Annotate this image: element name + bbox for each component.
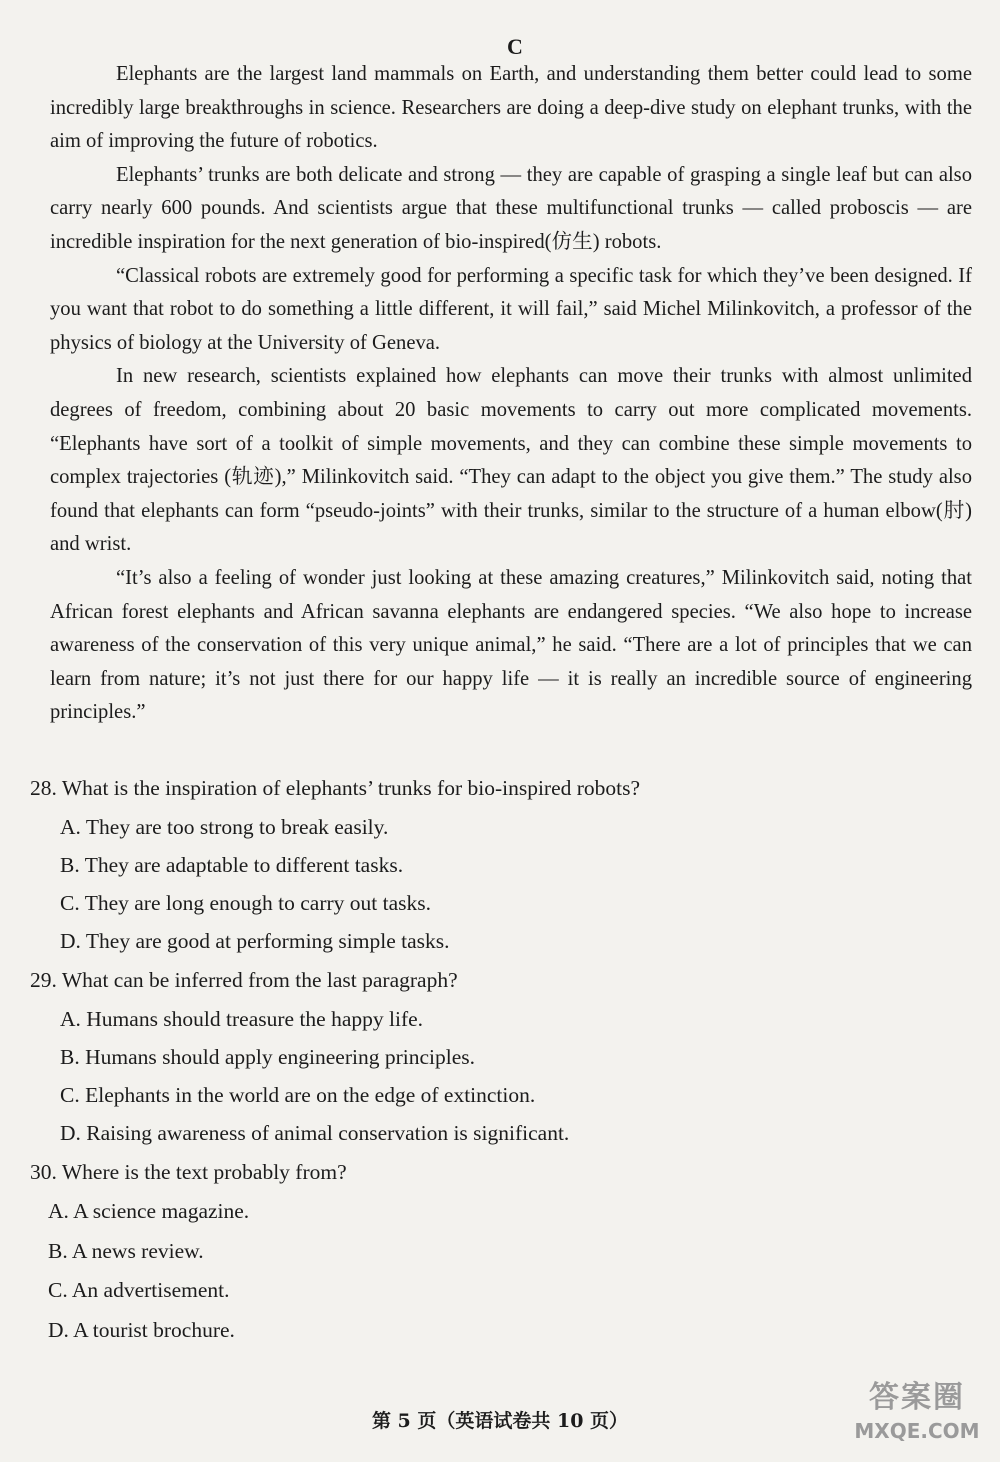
question-stem: 29. What can be inferred from the last paragraph? xyxy=(30,968,458,992)
option-d: D. Raising awareness of animal conservation is significant. xyxy=(60,1121,570,1145)
question-stem: 28. What is the inspiration of elephants’ trunks for bio-inspired robots? xyxy=(30,776,641,800)
paragraph-2: Elephants’ trunks are both delicate and strong — they are capable of grasping a single leaf but can also carry nearly 600 pounds. And scientists argue that these multifunctional trunks — called proboscis — are incredible inspiration for the next generation of bio-inspired(仿生) robots. xyxy=(50,163,972,253)
option-b: B. They are adaptable to different tasks. xyxy=(60,853,404,877)
watermark-logo: 答案圈 xyxy=(869,1380,965,1415)
watermark-url: MXQE.COM xyxy=(854,1419,980,1443)
question-29 xyxy=(30,960,970,1152)
option-b: B. A news review. xyxy=(48,1238,204,1263)
option-d: D. A tourist brochure. xyxy=(48,1317,235,1342)
question-28 xyxy=(30,768,970,960)
paragraph-3: “Classical robots are extremely good for performing a specific task for which they’ve been designed. If you want that robot to do something a little different, it will fail,” said Michel Milinkovitch, a professor of the physics of biology at the University of Geneva. xyxy=(50,264,972,354)
watermark xyxy=(842,1378,992,1456)
question-stem: 30. Where is the text probably from? xyxy=(30,1160,347,1184)
paragraph-5: “It’s also a feeling of wonder just looking at these amazing creatures,” Milinkovitch said, noting that African forest elephants and African savanna elephants are endangered species. “We also hope to increase awareness of the conservation of this very unique animal,” he said. “There are a lot of principles that we can learn from nature; it’s not just there for our happy life — it is really an incredible source of engineering principles.” xyxy=(50,566,972,724)
option-c: C. An advertisement. xyxy=(48,1278,230,1302)
paragraph-4: In new research, scientists explained how elephants can move their trunks with almost unlimited degrees of freedom, combining about 20 basic movements to carry out more complicated movements. “Elephants have sort of a toolkit of simple movements, and they can combine these simple movements to complex trajectories (轨迹),” Milinkovitch said. “They can adapt to the object you give them.” The study also found that elephants can form “pseudo-joints” with their trunks, similar to the structure of a human elbow(肘) and wrist. xyxy=(50,365,972,556)
option-b: B. Humans should apply engineering principles. xyxy=(60,1045,475,1069)
reading-passage xyxy=(50,58,972,730)
option-c: C. They are long enough to carry out tasks. xyxy=(60,891,431,915)
section-label: C xyxy=(507,34,523,59)
page-footer: 第 5 页（英语试卷共 10 页） xyxy=(371,1410,629,1432)
option-a: A. A science magazine. xyxy=(48,1199,250,1223)
option-a: A. They are too strong to break easily. xyxy=(60,815,389,839)
question-list xyxy=(30,768,970,1350)
option-d: D. They are good at performing simple tasks. xyxy=(60,929,450,953)
question-30 xyxy=(30,1152,970,1350)
paragraph-1: Elephants are the largest land mammals on Earth, and understanding them better could lead to some incredibly large breakthroughs in science. Researchers are doing a deep-dive study on elephant trunks, with the aim of improving the future of robotics. xyxy=(50,63,972,153)
option-c: C. Elephants in the world are on the edge of extinction. xyxy=(60,1083,536,1107)
option-a: A. Humans should treasure the happy life. xyxy=(60,1007,424,1031)
